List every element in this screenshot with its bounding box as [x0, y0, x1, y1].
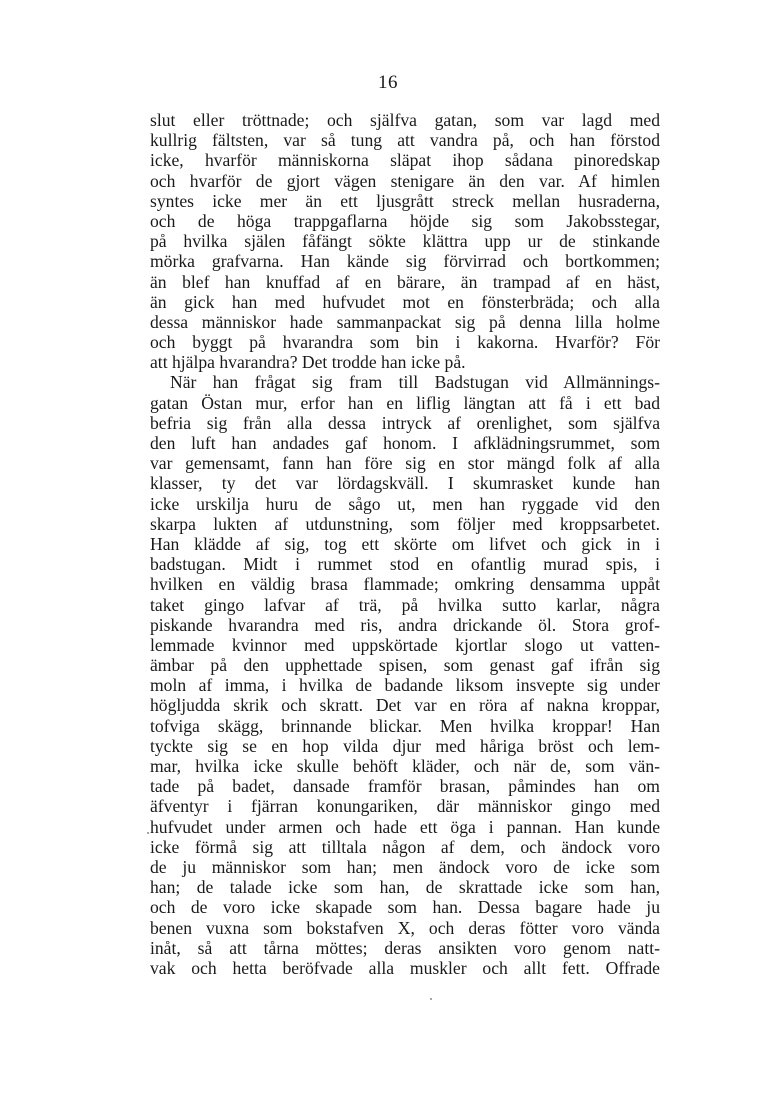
text-line: högljudda skrik och skratt. Det var en röra af nakna kroppar, — [150, 695, 660, 716]
text-line: tofviga skägg, brinnande blickar. Men hvilka kroppar! Han — [150, 715, 660, 736]
text-line: han; de talade icke som han, de skrattade icke som han, — [150, 877, 660, 898]
text-line: piskande hvarandra med ris, andra drickande öl. Stora grof- — [150, 614, 660, 635]
text-line: skarpa lukten af utdunstning, som följer med kroppsarbetet. — [150, 513, 660, 534]
text-line: tyckte sig se en hop vilda djur med håriga bröst och lem- — [150, 735, 660, 756]
text-line: inåt, så att tårna möttes; deras ansikten voro genom natt- — [150, 937, 660, 958]
text-line: taket gingo lafvar af trä, på hvilka sutto karlar, några — [150, 594, 660, 615]
text-line: än blef han knuffad af en bärare, än trampad af en häst, — [150, 271, 660, 292]
text-line: slut eller tröttnade; och själfva gatan, som var lagd med — [150, 110, 660, 130]
text-line: och de voro icke skapade som han. Dessa bagare hade ju — [150, 897, 660, 918]
body-text — [150, 110, 660, 978]
text-line: benen vuxna som bokstafven X, och deras fötter voro vända — [150, 917, 660, 938]
text-line: mörka grafvarna. Han kände sig förvirrad och bortkommen; — [150, 251, 660, 272]
text-line: tade på badet, dansade framför brasan, påmindes han om — [150, 776, 660, 797]
text-line: När han frågat sig fram till Badstugan vid Allmännings- — [170, 372, 660, 393]
text-line: kullrig fältsten, var så tung att vandra på, och han förstod — [150, 130, 660, 151]
text-line: hufvudet under armen och hade ett öga i pannan. Han kunde — [150, 816, 660, 837]
text-line: badstugan. Midt i rummet stod en ofantlig murad spis, i — [150, 554, 660, 575]
page-number: 16 — [378, 72, 398, 93]
text-line: icke, hvarför människorna släpat ihop sådana pinoredskap — [150, 150, 660, 171]
text-line: hvilken en väldig brasa flammade; omkring densamma uppåt — [150, 574, 660, 595]
text-line: gatan Östan mur, erfor han en liflig längtan att få i ett bad — [150, 392, 660, 413]
text-line: äfventyr i fjärran konungariken, där människor gingo med — [150, 796, 660, 817]
text-line: var gemensamt, fann han före sig en stor mängd folk af alla — [150, 453, 660, 474]
text-line: de ju människor som han; men ändock voro de icke som — [150, 856, 660, 877]
text-line: mar, hvilka icke skulle behöft kläder, och när de, som vän- — [150, 756, 660, 776]
text-line: icke förmå sig att tilltala någon af dem, och ändock voro — [150, 836, 660, 857]
text-line: lemmade kvinnor med uppskörtade kjortlar slogo ut vatten- — [150, 634, 660, 655]
text-line: ämbar på den upphettade spisen, som genast gaf ifrån sig — [150, 655, 660, 676]
text-line: befria sig från alla dessa intryck af orenlighet, som själfva — [150, 412, 660, 433]
print-speck — [147, 832, 149, 834]
text-line: klasser, ty det var lördagskväll. I skumrasket kunde han — [150, 473, 660, 494]
text-line: Han klädde af sig, tog ett skörte om lifvet och gick in i — [150, 533, 660, 554]
text-line: den luft han andades gaf honom. I afklädningsrummet, som — [150, 433, 660, 453]
text-line: på hvilka själen fåfängt sökte klättra upp ur de stinkande — [150, 231, 660, 252]
text-line: moln af imma, i hvilka de badande liksom insvepte sig under — [150, 675, 660, 696]
text-line: syntes icke mer än ett ljusgrått streck mellan husraderna, — [150, 190, 660, 211]
text-line: icke urskilja huru de sågo ut, men han ryggade vid den — [150, 493, 660, 514]
text-line: än gick han med hufvudet mot en fönsterbräda; och alla — [150, 291, 660, 312]
text-line: och byggt på hvarandra som bin i kakorna. Hvarför? För — [150, 332, 660, 353]
text-line: att hjälpa hvarandra? Det trodde han icke på. — [150, 352, 466, 373]
print-speck — [430, 998, 432, 1000]
text-line: och de höga trappgaflarna höjde sig som Jakobsstegar, — [150, 210, 660, 231]
text-line: och hvarför de gjort vägen stenigare än den var. Af himlen — [150, 170, 660, 191]
text-line: vak och hetta beröfvade alla muskler och allt fett. Offrade — [150, 957, 660, 978]
text-line: dessa människor hade sammanpackat sig på denna lilla holme — [150, 311, 660, 332]
